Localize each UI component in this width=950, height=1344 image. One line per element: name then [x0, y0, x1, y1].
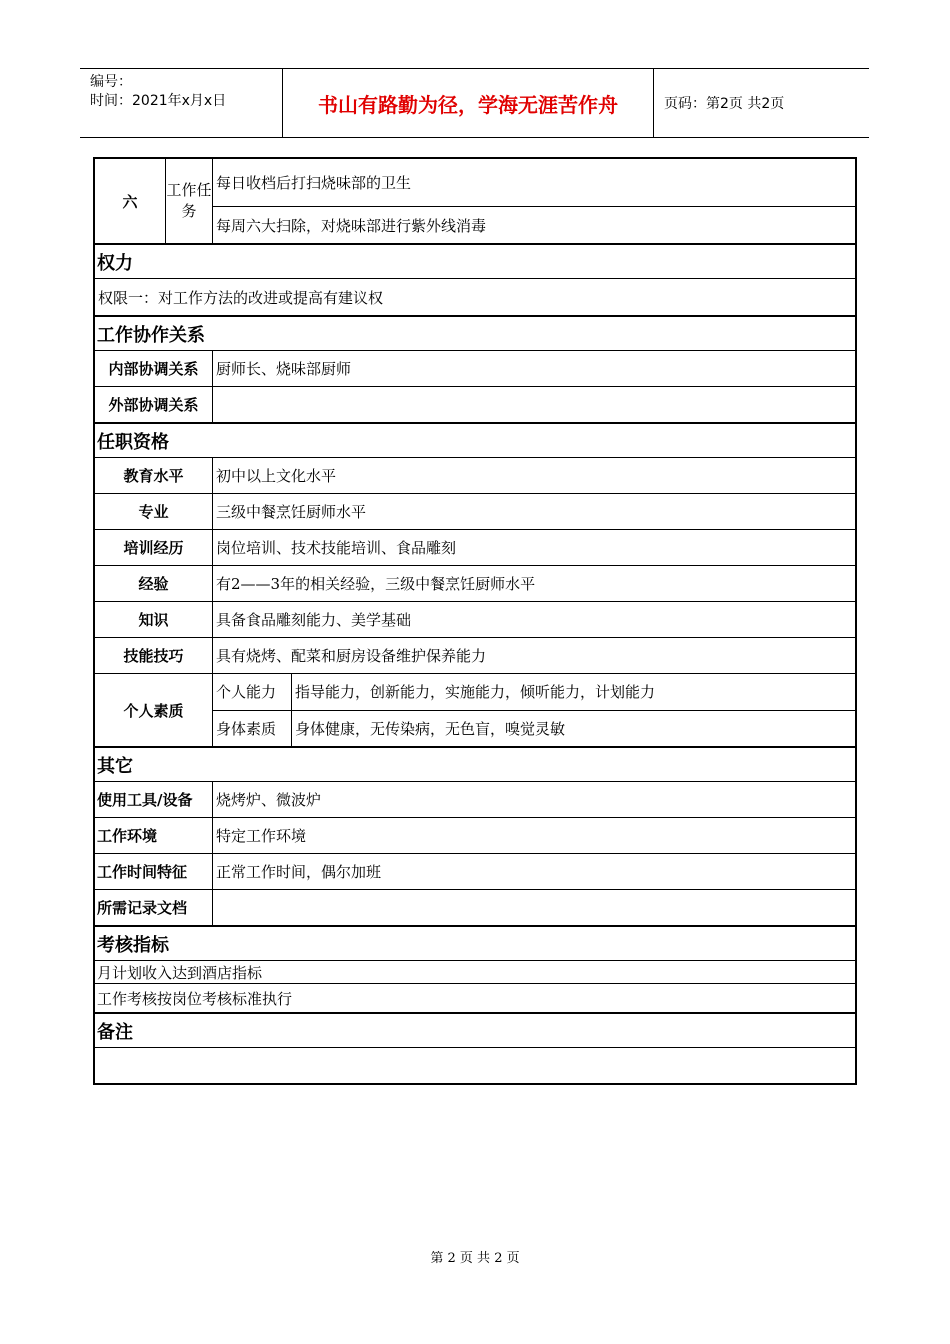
qualification-value: 有2——3年的相关经验，三级中餐烹饪厨师水平: [212, 566, 855, 601]
remarks-row: [95, 1047, 855, 1083]
qualification-label: 知识: [138, 611, 169, 629]
other-value: 正常工作时间，偶尔加班: [212, 854, 855, 889]
page-header: [80, 68, 869, 138]
authority-item: 权限一：对工作方法的改进或提高有建议权: [98, 288, 384, 307]
qualification-label: 培训经历: [123, 539, 184, 557]
assessment-row: [95, 983, 855, 1012]
personal-quality-item: [213, 674, 855, 710]
task-section: [95, 159, 855, 243]
other-label: 工作时间特征: [97, 863, 188, 881]
qualification-row: [95, 493, 855, 529]
remarks-content: [95, 1048, 855, 1083]
qualification-label: 技能技巧: [123, 647, 184, 665]
internal-label: 内部协调关系: [108, 360, 199, 378]
task-text: 每日收档后打扫烧味部的卫生: [216, 174, 412, 192]
authority-row: [95, 278, 855, 315]
task-label: 工作任务: [165, 159, 212, 243]
external-label: 外部协调关系: [108, 396, 199, 414]
qualification-value: 初中以上文化水平: [212, 458, 855, 493]
section-title: 工作协作关系: [97, 324, 205, 346]
qualification-label: 教育水平: [123, 467, 184, 485]
assessment-header: [95, 925, 855, 960]
qualification-value: 岗位培训、技术技能培训、食品雕刻: [212, 530, 855, 565]
other-row: [95, 781, 855, 817]
task-number: 六: [122, 192, 138, 211]
section-title: 备注: [97, 1021, 133, 1043]
task-list: [212, 159, 855, 243]
qualification-row: [95, 529, 855, 565]
qualification-row: [95, 565, 855, 601]
other-value: [212, 890, 855, 925]
qualification-row: [95, 601, 855, 637]
remarks-header: [95, 1012, 855, 1047]
qualification-value: 具备食品雕刻能力、美学基础: [212, 602, 855, 637]
qualification-row: [95, 637, 855, 673]
header-center: [282, 69, 654, 137]
personal-quality-row: [95, 673, 855, 746]
personal-sub-value: 指导能力，创新能力，实施能力，倾听能力，计划能力: [291, 674, 855, 710]
motto-text: 书山有路勤为径，学海无涯苦作舟: [318, 92, 618, 117]
other-value: 特定工作环境: [212, 818, 855, 853]
page-footer: 第 2 页 共 2 页: [430, 1251, 520, 1266]
section-title: 权力: [97, 252, 133, 274]
personal-sub-value: 身体健康，无传染病，无色盲，嗅觉灵敏: [291, 711, 855, 747]
qualification-row: [95, 457, 855, 493]
other-row: [95, 889, 855, 925]
external-relation-row: [95, 386, 855, 422]
assessment-item: 工作考核按岗位考核标准执行: [97, 989, 293, 1008]
assessment-row: [95, 960, 855, 983]
section-title: 其它: [97, 755, 133, 777]
authority-header: [95, 243, 855, 278]
header-left: [90, 73, 226, 111]
section-title: 考核指标: [97, 934, 169, 956]
task-item: [213, 206, 855, 243]
personal-quality-list: [212, 674, 855, 746]
qualification-value: 具有烧烤、配菜和厨房设备维护保养能力: [212, 638, 855, 673]
personal-quality-item: [213, 710, 855, 747]
personal-sub-label: 身体素质: [216, 719, 277, 738]
qualification-label: 专业: [138, 503, 169, 521]
other-label: 使用工具/设备: [97, 791, 193, 809]
personal-sub-label: 个人能力: [216, 683, 277, 702]
other-label: 工作环境: [97, 827, 158, 845]
external-value: [212, 387, 855, 422]
internal-value: 厨师长、烧味部厨师: [212, 351, 855, 386]
job-description-table: [93, 157, 857, 1085]
other-row: [95, 817, 855, 853]
section-title: 任职资格: [97, 431, 169, 453]
internal-relation-row: [95, 350, 855, 386]
qualification-value: 三级中餐烹饪厨师水平: [212, 494, 855, 529]
assessment-item: 月计划收入达到酒店指标: [97, 963, 263, 982]
task-text: 每周六大扫除，对烧味部进行紫外线消毒: [216, 216, 487, 235]
cooperation-header: [95, 315, 855, 350]
qualification-label: 经验: [138, 575, 169, 593]
task-item: [213, 159, 855, 206]
time-label: 时间：2021年x月x日: [90, 93, 227, 109]
page-number-label: 页码：第2页 共2页: [664, 96, 785, 112]
other-value: 烧烤炉、微波炉: [212, 782, 855, 817]
qualification-header: [95, 422, 855, 457]
serial-label: 编号：: [90, 74, 132, 90]
personal-quality-label: 个人素质: [123, 701, 184, 720]
other-label: 所需记录文档: [97, 899, 188, 917]
other-row: [95, 853, 855, 889]
other-header: [95, 746, 855, 781]
